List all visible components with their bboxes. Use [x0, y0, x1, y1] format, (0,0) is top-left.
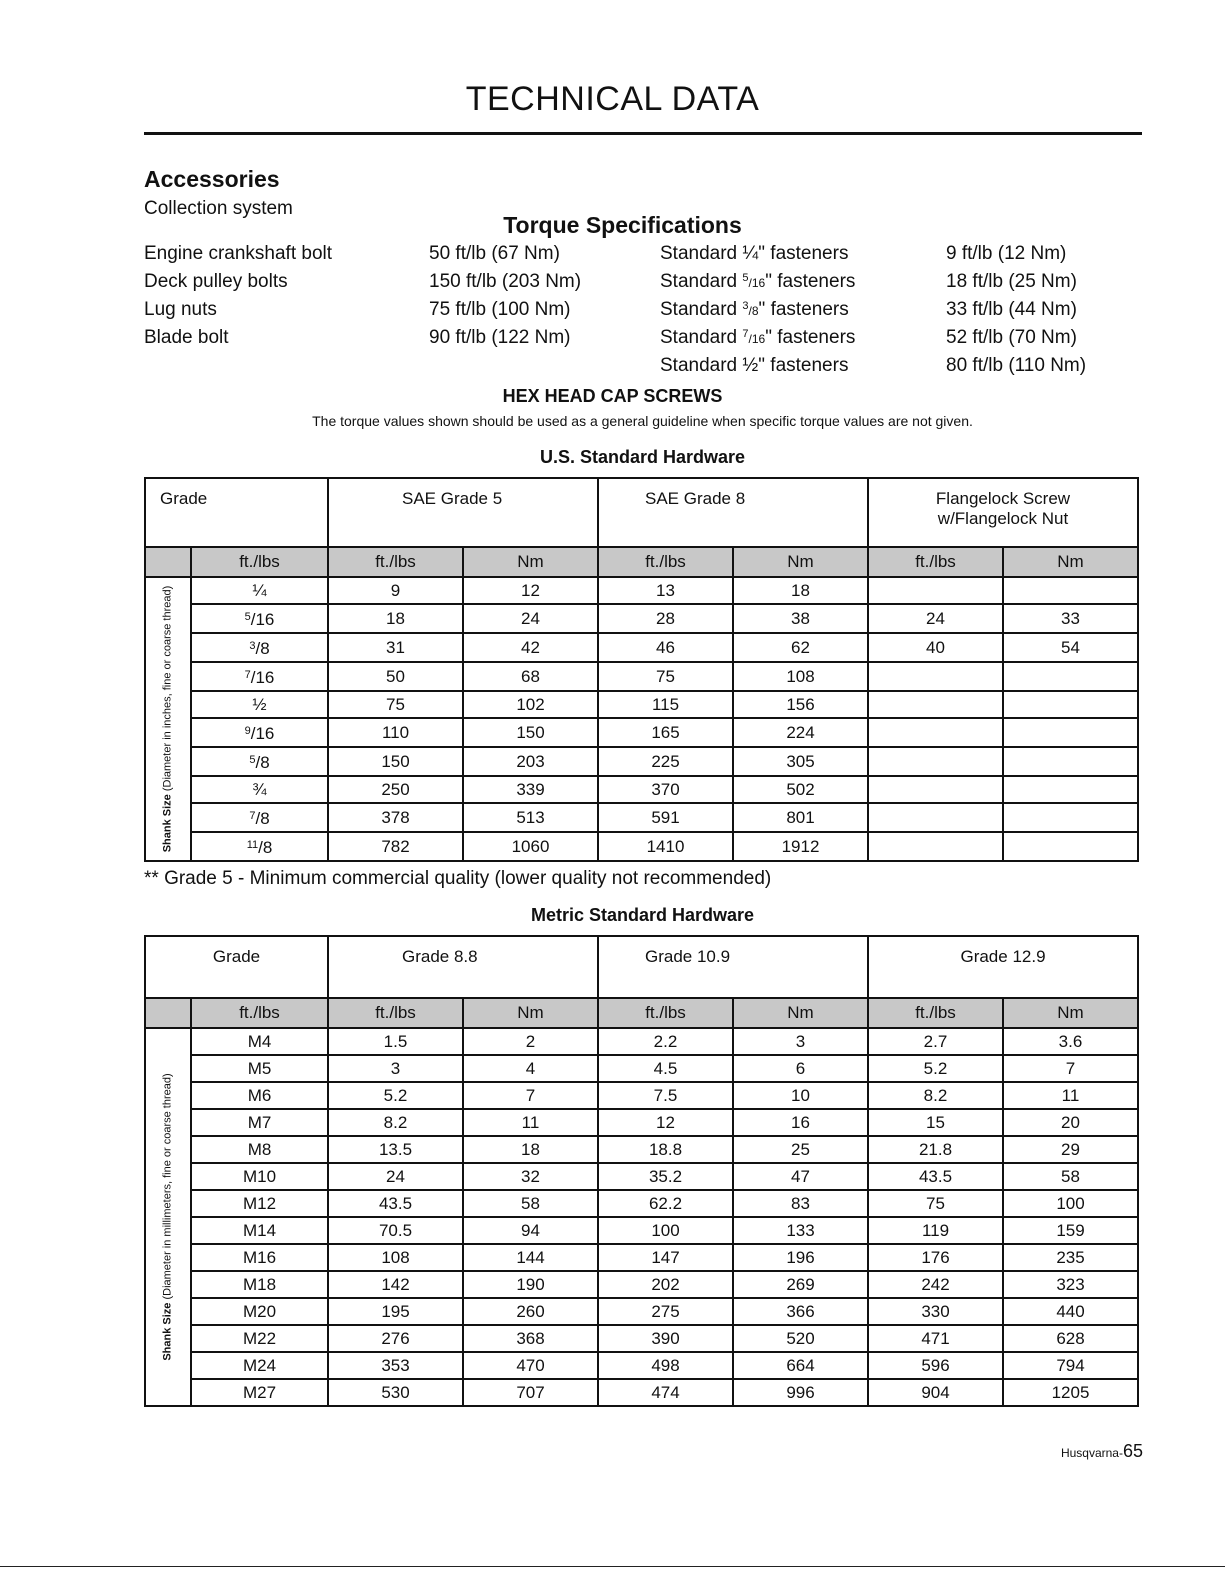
torque-spec-size: $^5$/16	[742, 272, 766, 290]
unit-header: ft./lbs	[328, 998, 463, 1028]
shank-size-vertical-label	[156, 1073, 181, 1360]
accessories-heading: Accessories	[144, 166, 280, 192]
torque-value-cell: 370	[598, 776, 733, 803]
torque-value-cell: 5.2	[868, 1055, 1003, 1082]
accessory-name: Engine crankshaft bolt	[144, 243, 333, 264]
torque-value-cell: 33	[1003, 604, 1138, 633]
torque-value-cell: 156	[733, 691, 868, 718]
torque-spec-prefix: Standard	[660, 327, 743, 348]
shank-size-cell: M5	[191, 1055, 328, 1082]
torque-spec-suffix: " fasteners	[758, 299, 849, 320]
metric-standard-hardware-heading: Metric Standard Hardware	[530, 905, 755, 925]
table-row	[145, 718, 1138, 747]
unit-header: Nm	[1003, 547, 1138, 577]
shank-size-cell: M24	[191, 1352, 328, 1379]
torque-spec-suffix: " fasteners	[758, 355, 849, 376]
torque-value-cell: 12	[598, 1109, 733, 1136]
torque-value-cell	[1003, 662, 1138, 691]
torque-value-cell: 1205	[1003, 1379, 1138, 1406]
torque-value-cell	[1003, 577, 1138, 604]
torque-value-cell: 21.8	[868, 1136, 1003, 1163]
grade-group-label: Grade 10.9	[645, 947, 731, 966]
unit-header: Nm	[1003, 998, 1138, 1028]
torque-value-cell: 2	[463, 1028, 598, 1055]
table-row	[145, 1109, 1138, 1136]
accessory-name: Deck pulley bolts	[144, 271, 288, 292]
torque-spec-prefix: Standard	[660, 271, 743, 292]
shank-size-label: Shank Size	[161, 1302, 174, 1361]
unit-header: ft./lbs	[598, 998, 733, 1028]
unit-spacer	[145, 998, 191, 1028]
table-row	[145, 1190, 1138, 1217]
torque-value-cell	[1003, 691, 1138, 718]
torque-spec-size: $^7$/16	[742, 328, 766, 346]
torque-value-cell: 144	[463, 1244, 598, 1271]
table-row	[145, 1028, 1138, 1055]
table-row	[145, 1244, 1138, 1271]
torque-value-cell	[868, 577, 1003, 604]
torque-spec-label	[660, 271, 855, 293]
torque-value-cell: 3.6	[1003, 1028, 1138, 1055]
torque-value-cell	[868, 662, 1003, 691]
unit-header: ft./lbs	[598, 547, 733, 577]
grade-group-header	[598, 936, 868, 998]
torque-value-cell: 119	[868, 1217, 1003, 1244]
shank-size-side-label	[145, 1028, 191, 1406]
footer-brand: Husqvarna-	[1060, 1446, 1123, 1460]
torque-value-cell: 1410	[598, 832, 733, 861]
table-row	[145, 691, 1138, 718]
us-standard-hardware-heading: U.S. Standard Hardware	[539, 447, 746, 467]
torque-value-cell: 83	[733, 1190, 868, 1217]
shank-size-cell: ¼	[191, 577, 328, 604]
torque-value-cell: 498	[598, 1352, 733, 1379]
torque-value-cell	[1003, 747, 1138, 776]
unit-header: ft./lbs	[191, 547, 328, 577]
unit-header: ft./lbs	[328, 547, 463, 577]
torque-value-cell: 225	[598, 747, 733, 776]
shank-size-cell: $^9$/16	[191, 718, 328, 747]
grade-group-label: SAE Grade 5	[402, 489, 503, 508]
shank-size-cell: ½	[191, 691, 328, 718]
accessory-name: Lug nuts	[144, 299, 217, 320]
torque-value-cell: 13.5	[328, 1136, 463, 1163]
torque-value-cell	[868, 747, 1003, 776]
torque-spec-label	[660, 299, 849, 321]
torque-value-cell: 46	[598, 633, 733, 662]
torque-value-cell	[1003, 776, 1138, 803]
torque-value-cell: 1060	[463, 832, 598, 861]
collection-system-label: Collection system	[144, 198, 293, 219]
unit-header: Nm	[733, 998, 868, 1028]
torque-spec-prefix: Standard	[660, 299, 743, 320]
torque-value-cell: 471	[868, 1325, 1003, 1352]
table-row	[145, 1379, 1138, 1406]
torque-value-cell	[1003, 718, 1138, 747]
torque-value-cell: 707	[463, 1379, 598, 1406]
torque-value-cell: 996	[733, 1379, 868, 1406]
metric-standard-hardware-table	[144, 935, 1139, 1407]
torque-value-cell: 18	[328, 604, 463, 633]
grade-group-label: Grade 8.8	[402, 947, 478, 966]
accessory-torque-value: 75 ft/lb (100 Nm)	[429, 299, 571, 320]
torque-value-cell: 42	[463, 633, 598, 662]
torque-value-cell: 3	[328, 1055, 463, 1082]
torque-value-cell: 29	[1003, 1136, 1138, 1163]
torque-value-cell: 159	[1003, 1217, 1138, 1244]
torque-value-cell: 390	[598, 1325, 733, 1352]
shank-size-cell: M6	[191, 1082, 328, 1109]
table-row	[145, 1271, 1138, 1298]
grade-group-label: SAE Grade 8	[645, 489, 746, 508]
unit-header: Nm	[463, 998, 598, 1028]
table-row	[145, 1325, 1138, 1352]
shank-size-cell: M27	[191, 1379, 328, 1406]
torque-value-cell: 2.7	[868, 1028, 1003, 1055]
torque-value-cell	[868, 718, 1003, 747]
torque-value-cell: 6	[733, 1055, 868, 1082]
torque-value-cell: 24	[868, 604, 1003, 633]
torque-spec-value: 80 ft/lb (110 Nm)	[946, 355, 1087, 376]
unit-header: Nm	[463, 547, 598, 577]
unit-spacer	[145, 547, 191, 577]
torque-value-cell: 176	[868, 1244, 1003, 1271]
shank-size-cell: M8	[191, 1136, 328, 1163]
torque-value-cell: 110	[328, 718, 463, 747]
torque-value-cell: 269	[733, 1271, 868, 1298]
torque-value-cell: 54	[1003, 633, 1138, 662]
torque-value-cell: 8.2	[328, 1109, 463, 1136]
accessory-torque-value: 50 ft/lb (67 Nm)	[429, 243, 560, 264]
torque-value-cell: 2.2	[598, 1028, 733, 1055]
page-footer	[1061, 1441, 1143, 1462]
torque-value-cell: 133	[733, 1217, 868, 1244]
shank-size-description: (Diameter in inches, fine or coarse thread)	[161, 585, 174, 795]
torque-value-cell: 24	[328, 1163, 463, 1190]
torque-value-cell: 24	[463, 604, 598, 633]
torque-value-cell: 32	[463, 1163, 598, 1190]
torque-value-cell: 801	[733, 803, 868, 832]
torque-value-cell: 250	[328, 776, 463, 803]
torque-spec-value: 33 ft/lb (44 Nm)	[946, 299, 1077, 320]
grade-header: Grade	[145, 936, 328, 998]
torque-value-cell: 31	[328, 633, 463, 662]
torque-value-cell: 664	[733, 1352, 868, 1379]
torque-value-cell: 9	[328, 577, 463, 604]
shank-size-cell: M7	[191, 1109, 328, 1136]
unit-header: ft./lbs	[868, 547, 1003, 577]
torque-value-cell: 47	[733, 1163, 868, 1190]
torque-value-cell: 235	[1003, 1244, 1138, 1271]
torque-value-cell: 102	[463, 691, 598, 718]
torque-value-cell: 1.5	[328, 1028, 463, 1055]
shank-size-cell: M16	[191, 1244, 328, 1271]
torque-value-cell: 150	[463, 718, 598, 747]
torque-value-cell: 1912	[733, 832, 868, 861]
torque-value-cell: 596	[868, 1352, 1003, 1379]
torque-value-cell: 43.5	[868, 1163, 1003, 1190]
torque-value-cell: 224	[733, 718, 868, 747]
torque-value-cell: 147	[598, 1244, 733, 1271]
table-row	[145, 803, 1138, 832]
torque-value-cell: 62.2	[598, 1190, 733, 1217]
torque-spec-size: ¼	[742, 243, 759, 264]
torque-value-cell: 18	[463, 1136, 598, 1163]
torque-value-cell: 203	[463, 747, 598, 776]
torque-value-cell: 75	[598, 662, 733, 691]
shank-size-cell: M10	[191, 1163, 328, 1190]
torque-value-cell: 195	[328, 1298, 463, 1325]
torque-value-cell	[868, 832, 1003, 861]
shank-size-description: (Diameter in millimeters, fine or coarse thread)	[161, 1073, 174, 1303]
accessory-name: Blade bolt	[144, 327, 229, 348]
torque-value-cell: 58	[1003, 1163, 1138, 1190]
torque-value-cell: 530	[328, 1379, 463, 1406]
hex-head-cap-screws-heading: HEX HEAD CAP SCREWS	[502, 386, 723, 406]
shank-size-cell: $^5$/16	[191, 604, 328, 633]
grade-group-label: w/Flangelock Nut	[937, 509, 1069, 528]
table-row	[145, 1136, 1138, 1163]
torque-value-cell: 18.8	[598, 1136, 733, 1163]
table-row	[145, 1352, 1138, 1379]
torque-spec-value: 52 ft/lb (70 Nm)	[946, 327, 1077, 348]
grade-5-note: ** Grade 5 - Minimum commercial quality (lower quality not recommended)	[144, 868, 772, 889]
torque-value-cell: 513	[463, 803, 598, 832]
torque-specifications-heading: Torque Specifications	[503, 212, 742, 238]
table-row	[145, 1082, 1138, 1109]
torque-value-cell: 368	[463, 1325, 598, 1352]
shank-size-cell: M4	[191, 1028, 328, 1055]
shank-size-cell: $^3$/8	[191, 633, 328, 662]
shank-size-label: Shank Size	[161, 794, 174, 853]
torque-value-cell: 142	[328, 1271, 463, 1298]
torque-value-cell: 339	[463, 776, 598, 803]
torque-value-cell: 38	[733, 604, 868, 633]
torque-value-cell: 275	[598, 1298, 733, 1325]
torque-value-cell: 75	[868, 1190, 1003, 1217]
table-row	[145, 1163, 1138, 1190]
torque-value-cell: 13	[598, 577, 733, 604]
torque-spec-label	[660, 243, 848, 265]
torque-value-cell: 353	[328, 1352, 463, 1379]
grade-group-header	[598, 478, 868, 547]
shank-size-cell: $^{11}$/8	[191, 832, 328, 861]
torque-value-cell: 366	[733, 1298, 868, 1325]
accessory-torque-value: 90 ft/lb (122 Nm)	[429, 327, 571, 348]
grade-group-header	[328, 936, 598, 998]
title-divider	[144, 132, 1142, 135]
table-row	[145, 604, 1138, 633]
torque-value-cell: 474	[598, 1379, 733, 1406]
torque-value-cell	[868, 776, 1003, 803]
shank-size-cell: $^5$/8	[191, 747, 328, 776]
unit-header: ft./lbs	[191, 998, 328, 1028]
torque-value-cell: 75	[328, 691, 463, 718]
us-standard-hardware-table	[144, 477, 1139, 862]
torque-value-cell: 150	[328, 747, 463, 776]
torque-value-cell: 100	[598, 1217, 733, 1244]
torque-value-cell: 782	[328, 832, 463, 861]
torque-spec-suffix: " fasteners	[758, 243, 849, 264]
torque-spec-suffix: " fasteners	[765, 271, 856, 292]
torque-value-cell: 305	[733, 747, 868, 776]
torque-value-cell: 100	[1003, 1190, 1138, 1217]
accessory-torque-value: 150 ft/lb (203 Nm)	[429, 271, 582, 292]
shank-size-cell: $^7$/16	[191, 662, 328, 691]
shank-size-vertical-label	[156, 586, 181, 853]
grade-header: Grade	[145, 478, 328, 547]
torque-value-cell	[1003, 803, 1138, 832]
torque-value-cell: 8.2	[868, 1082, 1003, 1109]
torque-value-cell: 62	[733, 633, 868, 662]
torque-value-cell: 28	[598, 604, 733, 633]
torque-value-cell: 440	[1003, 1298, 1138, 1325]
table-row	[145, 832, 1138, 861]
torque-spec-size: $^3$/8	[742, 300, 759, 318]
torque-value-cell: 520	[733, 1325, 868, 1352]
torque-spec-suffix: " fasteners	[765, 327, 856, 348]
torque-value-cell	[1003, 832, 1138, 861]
grade-group-header	[868, 936, 1138, 998]
torque-value-cell: 94	[463, 1217, 598, 1244]
torque-value-cell: 502	[733, 776, 868, 803]
page-title: TECHNICAL DATA	[465, 80, 760, 118]
shank-size-cell: M12	[191, 1190, 328, 1217]
shank-size-cell: ¾	[191, 776, 328, 803]
shank-size-side-label	[145, 577, 191, 861]
torque-value-cell: 7	[1003, 1055, 1138, 1082]
torque-value-cell: 18	[733, 577, 868, 604]
shank-size-cell: M18	[191, 1271, 328, 1298]
torque-value-cell: 190	[463, 1271, 598, 1298]
torque-value-cell: 378	[328, 803, 463, 832]
torque-value-cell: 20	[1003, 1109, 1138, 1136]
torque-value-cell: 3	[733, 1028, 868, 1055]
torque-value-cell: 108	[733, 662, 868, 691]
torque-value-cell: 470	[463, 1352, 598, 1379]
torque-value-cell: 25	[733, 1136, 868, 1163]
torque-value-cell: 323	[1003, 1271, 1138, 1298]
torque-value-cell: 904	[868, 1379, 1003, 1406]
torque-spec-value: 9 ft/lb (12 Nm)	[946, 243, 1067, 264]
torque-value-cell: 10	[733, 1082, 868, 1109]
torque-value-cell: 12	[463, 577, 598, 604]
torque-value-cell: 7.5	[598, 1082, 733, 1109]
table-row	[145, 662, 1138, 691]
torque-value-cell: 165	[598, 718, 733, 747]
torque-value-cell: 15	[868, 1109, 1003, 1136]
torque-value-cell: 70.5	[328, 1217, 463, 1244]
torque-value-cell: 7	[463, 1082, 598, 1109]
torque-value-cell: 11	[1003, 1082, 1138, 1109]
torque-value-cell: 16	[733, 1109, 868, 1136]
torque-value-cell: 196	[733, 1244, 868, 1271]
unit-header: ft./lbs	[868, 998, 1003, 1028]
torque-value-cell: 4.5	[598, 1055, 733, 1082]
table-row	[145, 776, 1138, 803]
torque-value-cell: 330	[868, 1298, 1003, 1325]
torque-value-cell: 50	[328, 662, 463, 691]
torque-value-cell: 794	[1003, 1352, 1138, 1379]
torque-value-cell	[868, 691, 1003, 718]
torque-value-cell: 202	[598, 1271, 733, 1298]
torque-value-cell: 628	[1003, 1325, 1138, 1352]
grade-group-header	[868, 478, 1138, 547]
table-row	[145, 747, 1138, 776]
torque-value-cell: 35.2	[598, 1163, 733, 1190]
bottom-divider	[0, 1566, 1225, 1567]
shank-size-cell: M22	[191, 1325, 328, 1352]
table-row	[145, 633, 1138, 662]
torque-value-cell: 40	[868, 633, 1003, 662]
table-row	[145, 1298, 1138, 1325]
torque-value-cell	[868, 803, 1003, 832]
grade-group-label: Flangelock Screw	[935, 489, 1071, 508]
torque-spec-label	[660, 327, 855, 349]
torque-value-cell: 4	[463, 1055, 598, 1082]
unit-header: Nm	[733, 547, 868, 577]
page-number: 65	[1122, 1441, 1143, 1461]
shank-size-cell: M20	[191, 1298, 328, 1325]
torque-value-cell: 591	[598, 803, 733, 832]
torque-spec-value: 18 ft/lb (25 Nm)	[946, 271, 1077, 292]
grade-group-label: Grade 12.9	[960, 947, 1046, 966]
grade-group-header	[328, 478, 598, 547]
torque-value-cell: 276	[328, 1325, 463, 1352]
table-row	[145, 1055, 1138, 1082]
torque-value-cell: 68	[463, 662, 598, 691]
torque-value-cell: 43.5	[328, 1190, 463, 1217]
torque-spec-prefix: Standard	[660, 243, 743, 264]
torque-value-cell: 242	[868, 1271, 1003, 1298]
torque-spec-prefix: Standard	[660, 355, 743, 376]
torque-value-cell: 108	[328, 1244, 463, 1271]
torque-value-cell: 58	[463, 1190, 598, 1217]
table-row	[145, 577, 1138, 604]
torque-value-cell: 5.2	[328, 1082, 463, 1109]
torque-value-cell: 260	[463, 1298, 598, 1325]
torque-spec-label	[660, 355, 848, 377]
torque-spec-size: ½	[742, 355, 759, 376]
torque-value-cell: 11	[463, 1109, 598, 1136]
shank-size-cell: M14	[191, 1217, 328, 1244]
shank-size-cell: $^7$/8	[191, 803, 328, 832]
table-row	[145, 1217, 1138, 1244]
guideline-note: The torque values shown should be used as a general guideline when specific torque values are not given.	[312, 413, 973, 429]
torque-value-cell: 115	[598, 691, 733, 718]
